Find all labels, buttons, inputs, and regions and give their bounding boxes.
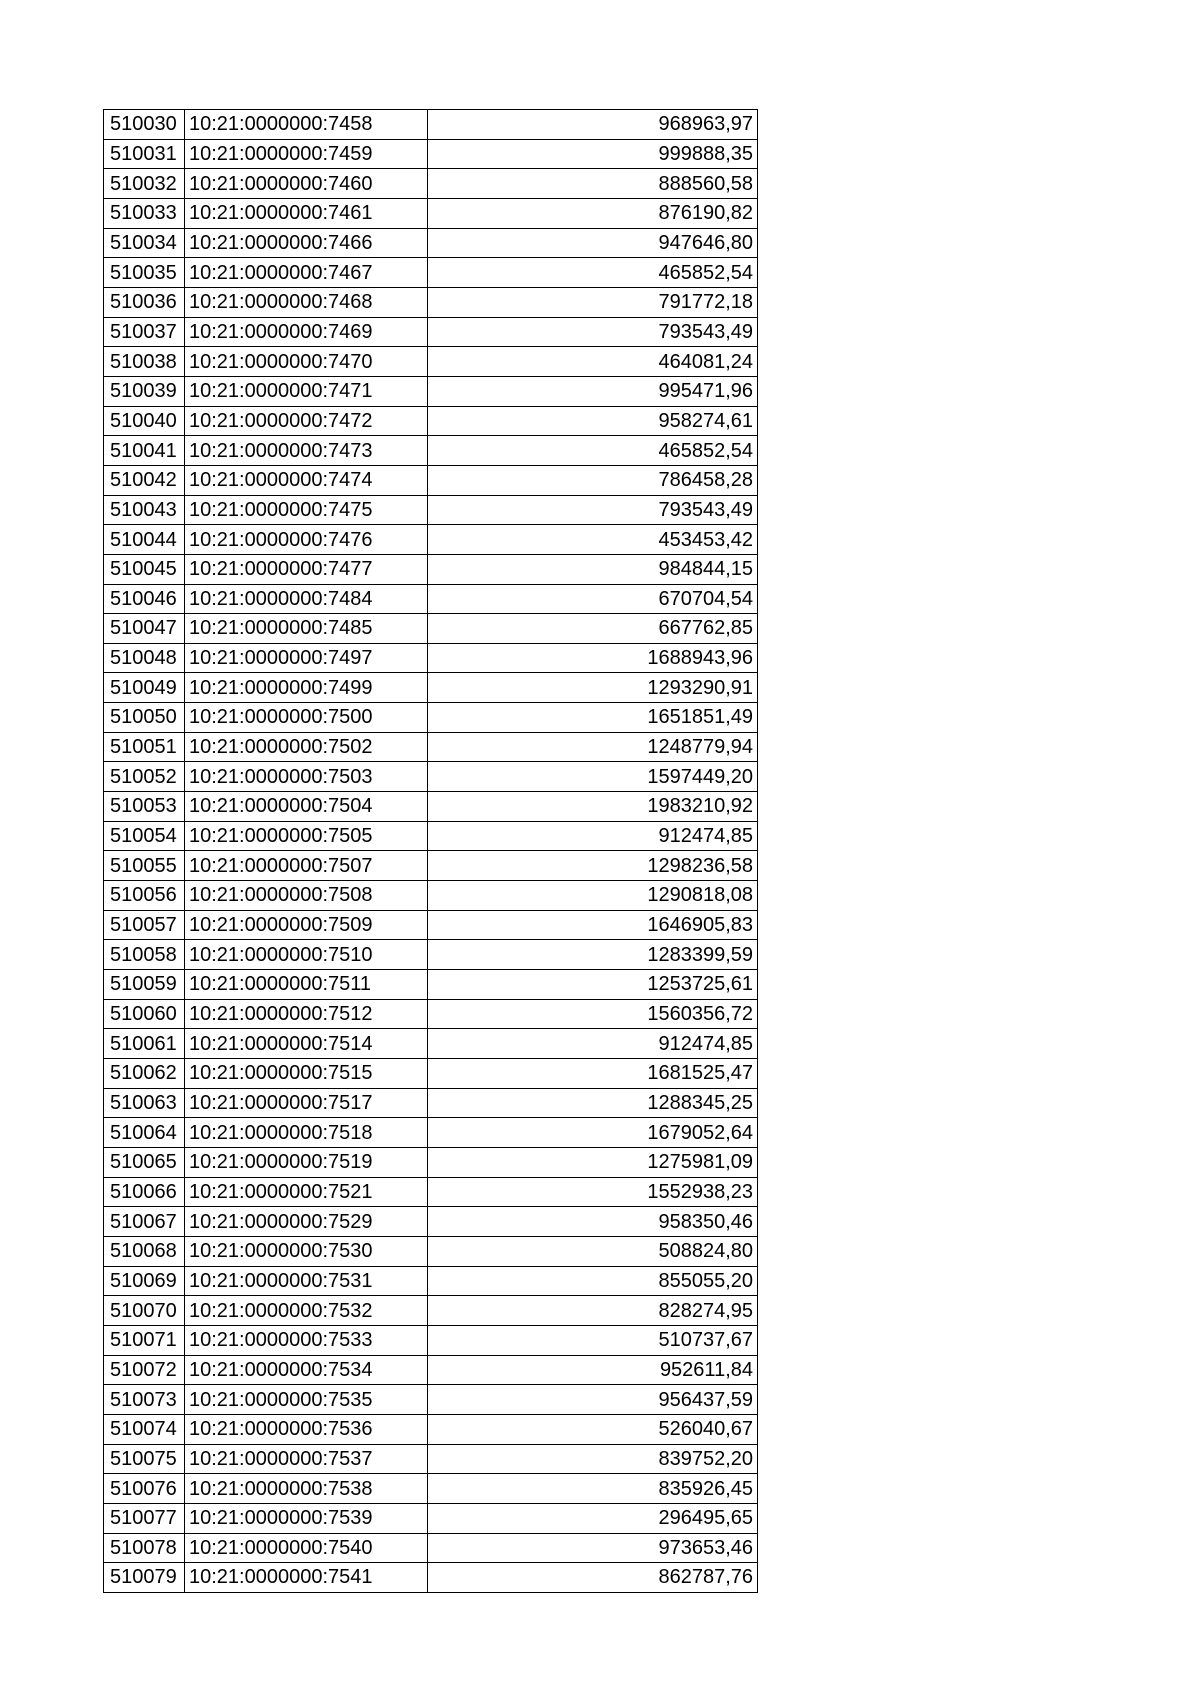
cadastral-number-cell: 10:21:0000000:7517 [185,1088,428,1118]
table-row [104,1059,758,1089]
row-id-cell: 510046 [104,584,185,614]
row-id-cell: 510044 [104,525,185,555]
value-cell: 526040,67 [428,1414,758,1444]
value-cell: 508824,80 [428,1236,758,1266]
table-row [104,376,758,406]
value-cell: 1552938,23 [428,1177,758,1207]
cadastral-number-cell: 10:21:0000000:7499 [185,673,428,703]
row-id-cell: 510042 [104,465,185,495]
row-id-cell: 510047 [104,614,185,644]
table-row [104,228,758,258]
table-row [104,762,758,792]
row-id-cell: 510041 [104,436,185,466]
table-row [104,643,758,673]
value-cell: 999888,35 [428,139,758,169]
row-id-cell: 510055 [104,851,185,881]
value-cell: 1681525,47 [428,1059,758,1089]
row-id-cell: 510036 [104,287,185,317]
value-cell: 465852,54 [428,436,758,466]
row-id-cell: 510074 [104,1414,185,1444]
value-cell: 1688943,96 [428,643,758,673]
table-row [104,999,758,1029]
value-cell: 296495,65 [428,1503,758,1533]
cadastral-number-cell: 10:21:0000000:7477 [185,554,428,584]
cadastral-number-cell: 10:21:0000000:7538 [185,1474,428,1504]
cadastral-value-table [103,109,758,1593]
value-cell: 1283399,59 [428,940,758,970]
cadastral-number-cell: 10:21:0000000:7521 [185,1177,428,1207]
value-cell: 828274,95 [428,1296,758,1326]
table-row [104,673,758,703]
value-cell: 1597449,20 [428,762,758,792]
row-id-cell: 510045 [104,554,185,584]
table-row [104,1296,758,1326]
cadastral-number-cell: 10:21:0000000:7510 [185,940,428,970]
table-row [104,1207,758,1237]
table-row [104,406,758,436]
table-row [104,554,758,584]
row-id-cell: 510051 [104,732,185,762]
row-id-cell: 510033 [104,198,185,228]
row-id-cell: 510048 [104,643,185,673]
table-row [104,139,758,169]
row-id-cell: 510068 [104,1236,185,1266]
cadastral-number-cell: 10:21:0000000:7507 [185,851,428,881]
cadastral-number-cell: 10:21:0000000:7541 [185,1563,428,1593]
row-id-cell: 510054 [104,821,185,851]
value-cell: 1646905,83 [428,910,758,940]
table-row [104,1177,758,1207]
row-id-cell: 510053 [104,792,185,822]
cadastral-number-cell: 10:21:0000000:7458 [185,110,428,140]
table-row [104,584,758,614]
value-cell: 839752,20 [428,1444,758,1474]
cadastral-number-cell: 10:21:0000000:7460 [185,169,428,199]
table-row [104,881,758,911]
row-id-cell: 510052 [104,762,185,792]
row-id-cell: 510063 [104,1088,185,1118]
table-row [104,347,758,377]
row-id-cell: 510034 [104,228,185,258]
value-cell: 791772,18 [428,287,758,317]
table-row [104,110,758,140]
row-id-cell: 510064 [104,1118,185,1148]
row-id-cell: 510069 [104,1266,185,1296]
cadastral-number-cell: 10:21:0000000:7509 [185,910,428,940]
cadastral-number-cell: 10:21:0000000:7468 [185,287,428,317]
cadastral-number-cell: 10:21:0000000:7475 [185,495,428,525]
cadastral-number-cell: 10:21:0000000:7474 [185,465,428,495]
cadastral-number-cell: 10:21:0000000:7472 [185,406,428,436]
table-row [104,436,758,466]
row-id-cell: 510030 [104,110,185,140]
cadastral-number-cell: 10:21:0000000:7497 [185,643,428,673]
table-row [104,910,758,940]
value-cell: 464081,24 [428,347,758,377]
table-row [104,851,758,881]
value-cell: 453453,42 [428,525,758,555]
cadastral-number-cell: 10:21:0000000:7511 [185,970,428,1000]
value-cell: 984844,15 [428,554,758,584]
table-row [104,1474,758,1504]
cadastral-number-cell: 10:21:0000000:7459 [185,139,428,169]
cadastral-number-cell: 10:21:0000000:7471 [185,376,428,406]
value-cell: 793543,49 [428,317,758,347]
row-id-cell: 510076 [104,1474,185,1504]
table-row [104,1236,758,1266]
cadastral-number-cell: 10:21:0000000:7535 [185,1385,428,1415]
table-row [104,1533,758,1563]
value-cell: 835926,45 [428,1474,758,1504]
value-cell: 968963,97 [428,110,758,140]
cadastral-number-cell: 10:21:0000000:7537 [185,1444,428,1474]
value-cell: 1288345,25 [428,1088,758,1118]
row-id-cell: 510035 [104,258,185,288]
table-row [104,614,758,644]
cadastral-number-cell: 10:21:0000000:7533 [185,1325,428,1355]
value-cell: 786458,28 [428,465,758,495]
cadastral-number-cell: 10:21:0000000:7519 [185,1147,428,1177]
value-cell: 1983210,92 [428,792,758,822]
row-id-cell: 510073 [104,1385,185,1415]
cadastral-number-cell: 10:21:0000000:7500 [185,703,428,733]
value-cell: 958274,61 [428,406,758,436]
table-row [104,1266,758,1296]
value-cell: 995471,96 [428,376,758,406]
row-id-cell: 510062 [104,1059,185,1089]
table-row [104,940,758,970]
value-cell: 510737,67 [428,1325,758,1355]
table-row [104,1147,758,1177]
value-cell: 1293290,91 [428,673,758,703]
value-cell: 1298236,58 [428,851,758,881]
cadastral-number-cell: 10:21:0000000:7505 [185,821,428,851]
value-cell: 1290818,08 [428,881,758,911]
row-id-cell: 510065 [104,1147,185,1177]
value-cell: 912474,85 [428,821,758,851]
table-row [104,821,758,851]
table-body [104,110,758,1593]
cadastral-number-cell: 10:21:0000000:7530 [185,1236,428,1266]
table-row [104,198,758,228]
row-id-cell: 510043 [104,495,185,525]
row-id-cell: 510050 [104,703,185,733]
row-id-cell: 510039 [104,376,185,406]
table-row [104,169,758,199]
row-id-cell: 510058 [104,940,185,970]
row-id-cell: 510037 [104,317,185,347]
row-id-cell: 510070 [104,1296,185,1326]
row-id-cell: 510077 [104,1503,185,1533]
cadastral-number-cell: 10:21:0000000:7461 [185,198,428,228]
value-cell: 947646,80 [428,228,758,258]
cadastral-number-cell: 10:21:0000000:7508 [185,881,428,911]
row-id-cell: 510049 [104,673,185,703]
cadastral-number-cell: 10:21:0000000:7503 [185,762,428,792]
cadastral-number-cell: 10:21:0000000:7473 [185,436,428,466]
row-id-cell: 510056 [104,881,185,911]
value-cell: 1560356,72 [428,999,758,1029]
cadastral-number-cell: 10:21:0000000:7540 [185,1533,428,1563]
table-row [104,1563,758,1593]
table-row [104,465,758,495]
table-row [104,287,758,317]
row-id-cell: 510079 [104,1563,185,1593]
value-cell: 465852,54 [428,258,758,288]
value-cell: 876190,82 [428,198,758,228]
value-cell: 888560,58 [428,169,758,199]
cadastral-number-cell: 10:21:0000000:7469 [185,317,428,347]
row-id-cell: 510040 [104,406,185,436]
value-cell: 1679052,64 [428,1118,758,1148]
row-id-cell: 510075 [104,1444,185,1474]
row-id-cell: 510061 [104,1029,185,1059]
cadastral-number-cell: 10:21:0000000:7531 [185,1266,428,1296]
value-cell: 973653,46 [428,1533,758,1563]
row-id-cell: 510067 [104,1207,185,1237]
cadastral-number-cell: 10:21:0000000:7470 [185,347,428,377]
cadastral-number-cell: 10:21:0000000:7539 [185,1503,428,1533]
table-row [104,317,758,347]
value-cell: 862787,76 [428,1563,758,1593]
value-cell: 912474,85 [428,1029,758,1059]
value-cell: 1253725,61 [428,970,758,1000]
value-cell: 670704,54 [428,584,758,614]
value-cell: 1248779,94 [428,732,758,762]
value-cell: 1275981,09 [428,1147,758,1177]
cadastral-number-cell: 10:21:0000000:7467 [185,258,428,288]
row-id-cell: 510071 [104,1325,185,1355]
value-cell: 958350,46 [428,1207,758,1237]
cadastral-number-cell: 10:21:0000000:7518 [185,1118,428,1148]
table-row [104,792,758,822]
row-id-cell: 510060 [104,999,185,1029]
row-id-cell: 510057 [104,910,185,940]
table-row [104,1325,758,1355]
cadastral-number-cell: 10:21:0000000:7534 [185,1355,428,1385]
table-row [104,1118,758,1148]
table-row [104,970,758,1000]
table-row [104,525,758,555]
value-cell: 956437,59 [428,1385,758,1415]
cadastral-number-cell: 10:21:0000000:7532 [185,1296,428,1326]
value-cell: 1651851,49 [428,703,758,733]
table-row [104,1029,758,1059]
table-row [104,495,758,525]
table-row [104,1355,758,1385]
cadastral-number-cell: 10:21:0000000:7529 [185,1207,428,1237]
value-cell: 855055,20 [428,1266,758,1296]
cadastral-number-cell: 10:21:0000000:7502 [185,732,428,762]
table-row [104,1444,758,1474]
table-row [104,1503,758,1533]
table-row [104,1414,758,1444]
cadastral-number-cell: 10:21:0000000:7514 [185,1029,428,1059]
cadastral-number-cell: 10:21:0000000:7485 [185,614,428,644]
row-id-cell: 510031 [104,139,185,169]
table-row [104,1088,758,1118]
cadastral-number-cell: 10:21:0000000:7484 [185,584,428,614]
cadastral-number-cell: 10:21:0000000:7515 [185,1059,428,1089]
row-id-cell: 510066 [104,1177,185,1207]
row-id-cell: 510072 [104,1355,185,1385]
table-row [104,703,758,733]
cadastral-number-cell: 10:21:0000000:7536 [185,1414,428,1444]
table-row [104,1385,758,1415]
cadastral-number-cell: 10:21:0000000:7512 [185,999,428,1029]
row-id-cell: 510038 [104,347,185,377]
value-cell: 793543,49 [428,495,758,525]
row-id-cell: 510032 [104,169,185,199]
value-cell: 667762,85 [428,614,758,644]
row-id-cell: 510078 [104,1533,185,1563]
table-row [104,258,758,288]
cadastral-number-cell: 10:21:0000000:7504 [185,792,428,822]
table-row [104,732,758,762]
cadastral-number-cell: 10:21:0000000:7466 [185,228,428,258]
row-id-cell: 510059 [104,970,185,1000]
value-cell: 952611,84 [428,1355,758,1385]
cadastral-number-cell: 10:21:0000000:7476 [185,525,428,555]
